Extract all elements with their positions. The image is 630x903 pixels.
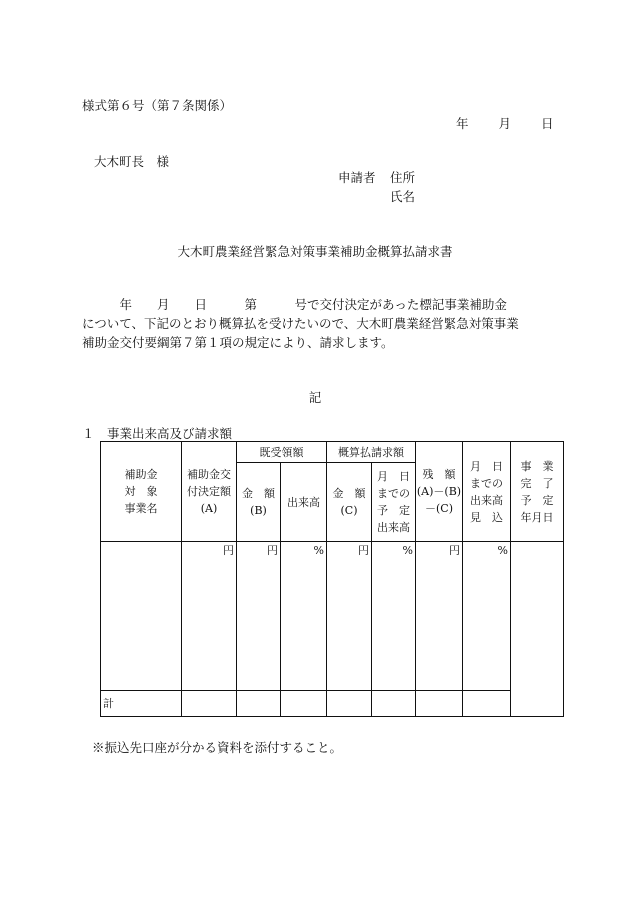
cell-received-progress[interactable]: % [281, 542, 327, 691]
cell-received-amount[interactable]: 円 [237, 542, 281, 691]
date-year: 年 [456, 116, 469, 131]
applicant-label: 申請者 [338, 170, 376, 185]
date-day: 日 [541, 116, 554, 131]
body-text [82, 295, 562, 352]
total-forecast-progress[interactable] [463, 691, 511, 717]
document-title: 大木町農業経営緊急対策事業補助金概算払請求書 [177, 244, 453, 259]
addressee: 大木町長 様 [94, 154, 170, 169]
body-line: 年 月 日 第 号で交付決定があった標記事業補助金 [82, 297, 507, 312]
header-request-group: 概算払請求額 [327, 442, 416, 463]
request-table [100, 441, 564, 717]
cell-request-amount[interactable]: 円 [327, 542, 372, 691]
date-month: 月 [498, 116, 512, 131]
attachment-note: ※振込先口座が分かる資料を添付すること。 [92, 740, 343, 755]
section-heading: １ 事業出来高及び請求額 [82, 426, 233, 441]
applicant-address-label: 住所 [390, 170, 416, 185]
applicant-name-label: 氏名 [390, 189, 416, 204]
header-request-amount: 金 額 (C) [327, 463, 372, 542]
form-number: 様式第６号（第７条関係） [82, 98, 233, 113]
header-target-project: 補助金 対 象 事業名 [101, 442, 182, 542]
cell-request-planned-progress[interactable]: % [372, 542, 416, 691]
header-balance: 残 額 (A)－(B) －(C) [416, 442, 463, 542]
cell-project-name[interactable] [101, 542, 182, 691]
total-request-planned-progress[interactable] [372, 691, 416, 717]
ki-heading: 記 [308, 390, 322, 405]
header-completion-date: 事 業 完 了 予 定 年月日 [511, 442, 564, 542]
total-request-amount[interactable] [327, 691, 372, 717]
header-decision-amount: 補助金交 付決定額 (A) [182, 442, 237, 542]
header-received-group: 既受領額 [237, 442, 327, 463]
total-balance[interactable] [416, 691, 463, 717]
total-received-progress[interactable] [281, 691, 327, 717]
header-received-amount: 金 額 (B) [237, 463, 281, 542]
header-request-planned-progress: 月 日 までの 予 定 出来高 [372, 463, 416, 542]
body-line: 補助金交付要綱第７第１項の規定により、請求します。 [82, 335, 394, 350]
header-received-progress: 出来高 [281, 463, 327, 542]
total-received-amount[interactable] [237, 691, 281, 717]
cell-balance[interactable]: 円 [416, 542, 463, 691]
cell-forecast-progress[interactable]: % [463, 542, 511, 691]
cell-decision-amount[interactable]: 円 [182, 542, 237, 691]
total-label: 計 [101, 691, 182, 717]
body-line: について、下記のとおり概算払を受けたいので、大木町農業経営緊急対策事業 [82, 316, 519, 331]
total-decision-amount[interactable] [182, 691, 237, 717]
date-line [456, 114, 554, 132]
header-forecast-progress: 月 日 までの 出来高 見 込 [463, 442, 511, 542]
cell-completion-date[interactable] [511, 542, 564, 717]
